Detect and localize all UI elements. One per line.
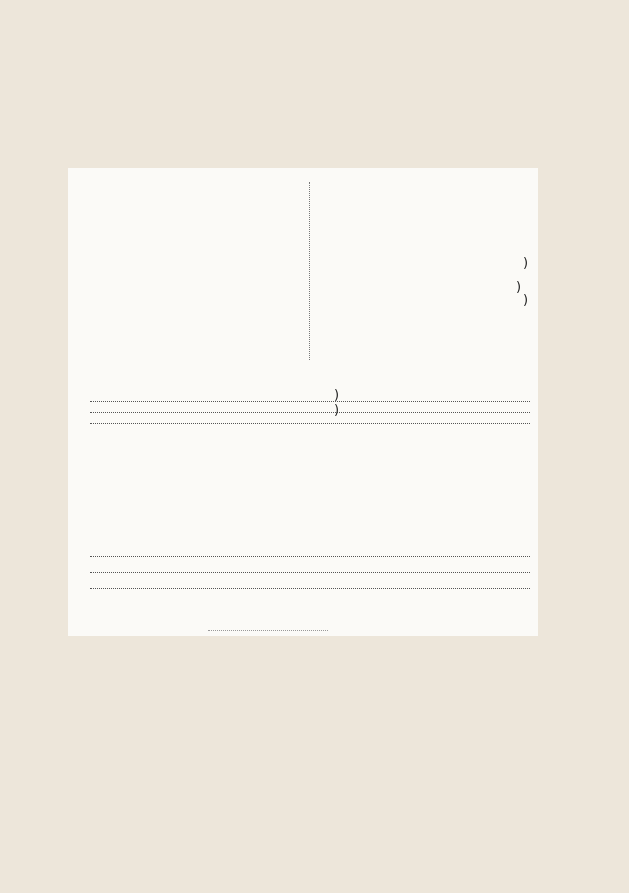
additional-line-3 — [90, 423, 530, 424]
bracket-mark: ) — [334, 388, 340, 403]
bracket-mark: ) — [523, 293, 529, 308]
prisoner-record-sheet — [68, 168, 538, 636]
bracket-mark: ) — [523, 256, 529, 271]
bracket-mark: ) — [334, 403, 340, 418]
remarks-line-3 — [90, 588, 530, 589]
bottom-edge-line — [208, 630, 328, 631]
additional-line-2 — [90, 412, 530, 413]
remarks-line-1 — [90, 556, 530, 557]
additional-line-1 — [90, 401, 530, 402]
column-divider — [309, 182, 310, 360]
remarks-line-2 — [90, 572, 530, 573]
bracket-mark: ) — [516, 280, 522, 295]
